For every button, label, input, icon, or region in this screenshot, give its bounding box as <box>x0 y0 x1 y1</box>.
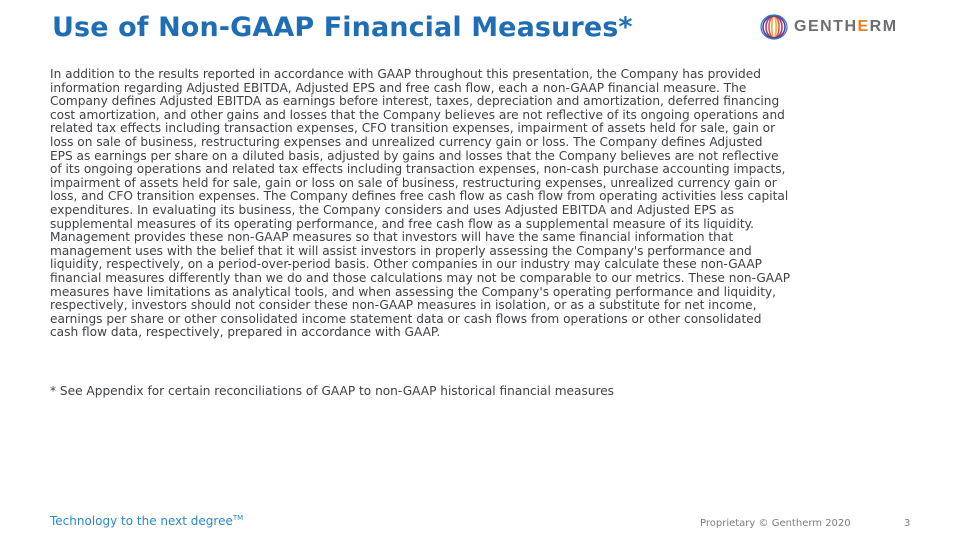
tagline-text: Technology to the next degree <box>50 514 233 528</box>
body-line: supplemental measures of its operating performance, and free cash flow as a supplemental measure of its liquidity. <box>50 216 754 231</box>
body-line: liquidity, respectively, on a period-over-period basis. Other companies in our industry may calculate these non-GAAP <box>50 257 762 272</box>
body-line: impairment of assets held for sale, gain or loss on sale of business, restructuring expenses, unrealized currency gain or <box>50 175 777 190</box>
gentherm-logo-mark <box>760 14 788 40</box>
body-line: expenditures. In evaluating its business, the Company considers and uses Adjusted EBITDA and Adjusted EPS as <box>50 202 735 217</box>
body-line: Management provides these non-GAAP measures so that investors will have the same financial information that <box>50 230 734 245</box>
gentherm-logo-text: GENTHERM <box>794 18 898 35</box>
body-line: Company defines Adjusted EBITDA as earnings before interest, taxes, depreciation and amortization, deferred financing <box>50 94 780 109</box>
appendix-footnote: * See Appendix for certain reconciliations of GAAP to non-GAAP historical financial measures <box>50 384 615 398</box>
body-line: EPS as earnings per share on a diluted basis, adjusted by gains and losses that the Company believes are not reflective <box>50 148 779 163</box>
body-line: information regarding Adjusted EBITDA, Adjusted EPS and free cash flow, each a non-GAAP financial measure. The <box>50 80 747 95</box>
trademark-mark: TM <box>232 514 244 522</box>
body-line: In addition to the results reported in accordance with GAAP throughout this presentation, the Company has provided <box>50 67 761 81</box>
body-line: related tax effects including transaction expenses, CFO transition expenses, impairment of assets held for sale, gain or <box>50 121 776 136</box>
non-gaap-explanation <box>50 68 912 340</box>
body-line: loss, and CFO transition expenses. The Company defines free cash flow as cash flow from operating activities less capital <box>50 189 789 204</box>
body-line: earnings per share or other consolidated income statement data or cash flows from operations or other consolidated <box>50 311 762 326</box>
body-line: respectively, investors should not consider these non-GAAP measures in isolation, or as a substitute for net income, <box>50 298 757 313</box>
body-line: loss on sale of business, restructuring expenses and unrealized currency gain or loss. The Company defines Adjusted <box>50 134 763 149</box>
body-line: cost amortization, and other gains and losses that the Company believes are not reflective of its ongoing operations and <box>50 107 785 122</box>
copyright-notice: Proprietary © Gentherm 2020 <box>700 518 851 529</box>
gentherm-logo <box>760 14 898 40</box>
body-line: of its ongoing operations and related tax effects including transaction expenses, non-cash purchase accounting impacts, <box>50 162 786 177</box>
slide-title: Use of Non-GAAP Financial Measures* <box>52 12 633 43</box>
body-line: financial measures differently than we do and those calculations may not be comparable to our metrics. These non-GAAP <box>50 270 791 285</box>
body-line: management uses with the belief that it will assist investors in properly assessing the Company's performance and <box>50 243 752 258</box>
page-number: 3 <box>904 518 911 529</box>
body-line: cash flow data, respectively, prepared in accordance with GAAP. <box>50 325 441 340</box>
company-tagline <box>50 514 243 528</box>
body-line: measures have limitations as analytical tools, and when assessing the Company's operating performance and liquidity, <box>50 284 777 299</box>
